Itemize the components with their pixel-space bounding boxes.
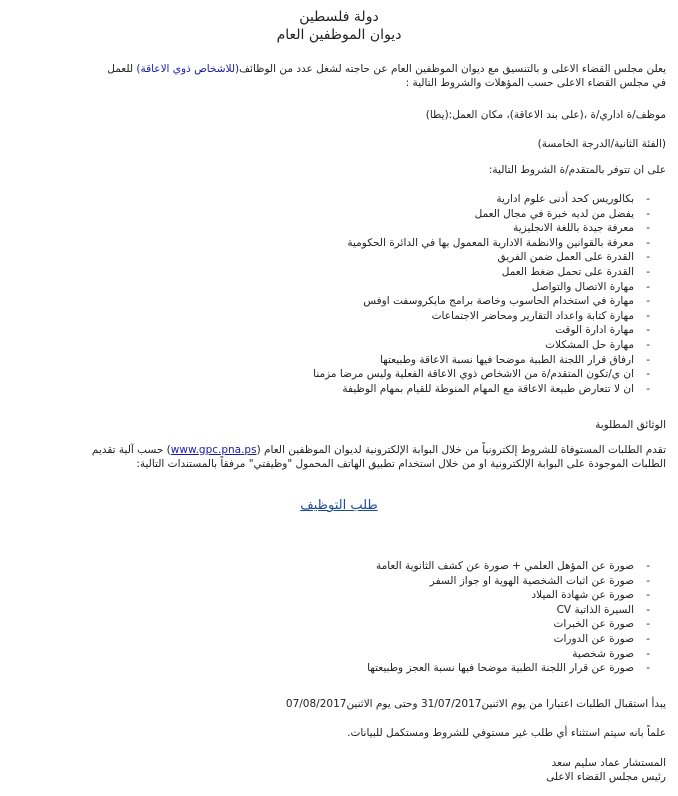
- requirements-list-container: [26, 192, 666, 396]
- list-item: - صورة عن الخبرات: [553, 618, 650, 631]
- list-item: - صورة شخصية: [572, 647, 650, 660]
- list-item: - صورة عن شهادة الميلاد: [531, 589, 650, 602]
- submission-paragraph: [26, 443, 666, 471]
- notice-line: علماً بانه سيتم استثناء أي طلب غير مستوفي للشروط ومستكمل للبيانات.: [347, 727, 666, 739]
- list-item: - يفضل من لديه خبرة في مجال العمل: [474, 207, 650, 220]
- intro-highlight: (للاشخاص ذوي الاعاقة): [136, 63, 240, 75]
- submission-line-2: الطلبات الموجودة على البوابة الإلكترونية او من خلال استخدام تطبيق الهاتف المحمول "وظيفتي" مرفقاً بالمستندات التالية:: [136, 458, 666, 470]
- list-item: - بكالوريس كحد أدنى علوم ادارية: [496, 193, 650, 205]
- list-item: - ان لا تتعارض طبيعة الاعاقة مع المهام المنوطة للقيام بمهام الوظيفة: [342, 382, 650, 395]
- header-department: ديوان الموظفين العام: [276, 27, 402, 43]
- intro-paragraph: [26, 62, 666, 90]
- list-item: - معرفة جيدة باللغة الانجليزية: [513, 222, 650, 235]
- intro-text-2: للعمل: [107, 63, 137, 75]
- list-item: - القدرة على العمل ضمن الفريق: [497, 251, 650, 264]
- documents-list-container: [26, 559, 666, 676]
- list-item: - معرفة بالقوانين والانظمة الادارية المعمول بها في الدائرة الحكومية: [347, 236, 650, 249]
- list-item: - صورة عن قرار اللجنة الطبية موضحا فيها نسبة العجز وطبيعتها: [367, 662, 650, 675]
- intro-line-1: [26, 62, 666, 76]
- list-item: - مهارة الاتصال والتواصل: [531, 280, 650, 293]
- position-line: موظف/ة اداري/ة ،(على بند الاعاقة)، مكان العمل:(يطا): [425, 109, 666, 121]
- intro-line-2: في مجلس القضاء الاعلى حسب المؤهلات والشروط التالية :: [405, 77, 666, 89]
- intro-text-1: يعلن مجلس القضاء الاعلى و بالتنسيق مع ديوان الموظفين العام عن حاجته لشغل عدد من الوظائف: [239, 63, 666, 75]
- list-item: - ارفاق قرار اللجنة الطبية موضحا فيها نسبة الاعاقة وطبيعتها: [379, 353, 650, 366]
- signature-block: [26, 756, 666, 784]
- list-item: - صورة عن اثبات الشخصية الهوية او جواز السفر: [429, 574, 650, 587]
- list-item: - صورة عن المؤهل العلمي + صورة عن كشف الثانوية العامة: [375, 560, 650, 572]
- documents-list: [26, 559, 666, 676]
- header-country: دولة فلسطين: [299, 9, 379, 25]
- list-item: - مهارة في استخدام الحاسوب وخاصة برامج مايكروسفت اوفس: [363, 295, 650, 308]
- apply-link[interactable]: طلب التوظيف: [300, 498, 378, 513]
- documents-title: الوثائق المطلوبة: [595, 419, 666, 431]
- list-item: - صورة عن الدورات: [553, 632, 650, 645]
- submission-text-2: ) حسب آلية تقديم: [91, 444, 171, 456]
- list-item: - القدرة على تحمل ضغط العمل: [501, 265, 650, 278]
- requirements-list: [26, 192, 666, 396]
- page-header: [0, 8, 678, 44]
- portal-link[interactable]: www.gpc.pna.ps: [170, 444, 257, 456]
- dates-line: يبدأ استقبال الطلبات اعتبارا من يوم الاثنين31/07/2017 وحتى يوم الاثنين07/08/2017: [285, 698, 666, 710]
- submission-line-1: [26, 443, 666, 457]
- signature-title: رئيس مجلس القضاء الاعلى: [546, 771, 666, 783]
- list-item: - السيرة الذاتية CV: [556, 603, 650, 616]
- submission-text-1: تقدم الطلبات المستوفاة للشروط إلكترونياً من خلال البوابة الإلكترونية لديوان الموظفين العام (: [256, 444, 666, 456]
- list-item: - مهارة كتابة واعداد التقارير ومحاضر الاجتماعات: [431, 309, 650, 322]
- signature-name: المستشار عماد سليم سعد: [551, 757, 666, 769]
- apply-link-container: [0, 498, 678, 513]
- conditions-intro: على ان تتوفر بالمتقدم/ة الشروط التالية:: [488, 164, 666, 176]
- list-item: - ان ي/تكون المتقدم/ة من الاشخاص ذوي الاعاقة الفعلية وليس مرضا مزمنا: [313, 368, 650, 381]
- list-item: - مهارة حل المشكلات: [545, 338, 650, 351]
- list-item: - مهارة ادارة الوقت: [555, 324, 650, 337]
- grade-line: (الفئة الثانية/الدرجة الخامسة): [537, 138, 666, 150]
